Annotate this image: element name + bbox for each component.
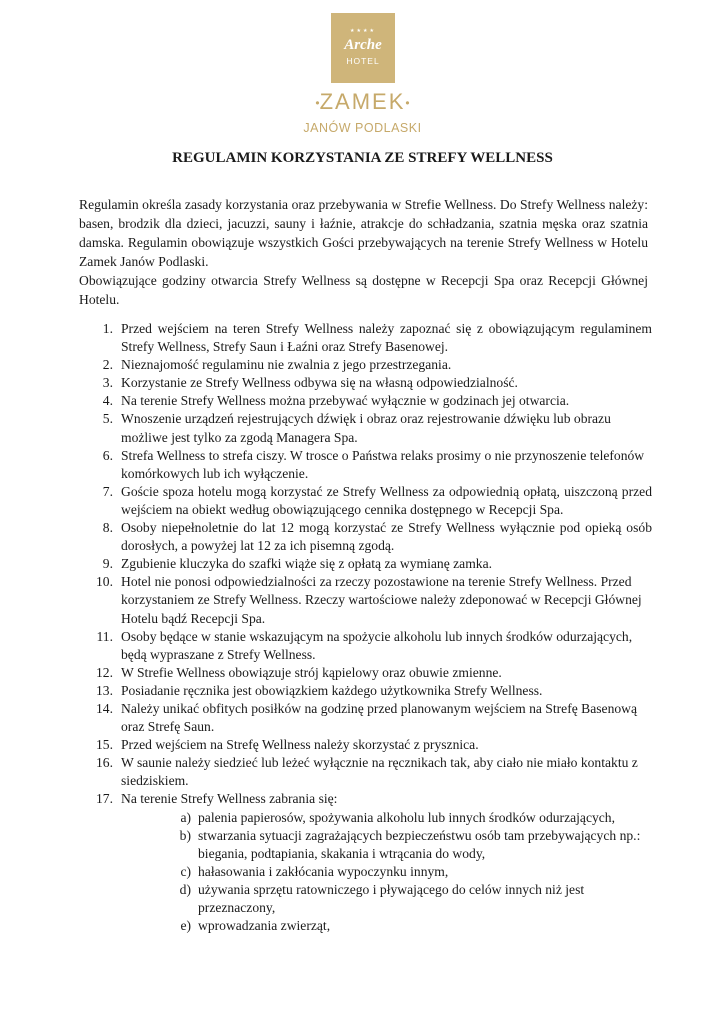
rule-text: Należy unikać obfitych posiłków na godzinę przed planowanym wejściem na Strefę Basenową oraz Strefę Saun. xyxy=(121,700,638,735)
prohibitions-list xyxy=(121,809,652,936)
rule-item: 9. Zgubienie kluczyka do szafki wiąże się z opłatą za wymianę zamka. xyxy=(79,555,652,573)
rule-text: Posiadanie ręcznika jest obowiązkiem każdego użytkownika Strefy Wellness. xyxy=(121,682,543,698)
rule-text: Zgubienie kluczyka do szafki wiąże się z opłatą za wymianę zamka. xyxy=(121,556,493,572)
rule-text: W Strefie Wellness obowiązuje strój kąpielowy oraz obuwie zmienne. xyxy=(121,664,502,680)
prohibition-text: palenia papierosów, spożywania alkoholu lub innych środków odurzających, xyxy=(198,809,616,825)
hotel-location: JANÓW PODLASKI xyxy=(303,121,422,135)
prohibition-text: wprowadzania zwierząt, xyxy=(198,918,331,934)
rule-item: 8. Osoby niepełnoletnie do lat 12 mogą korzystać ze Strefy Wellness wyłącznie pod opieką osób dorosłych, a powyżej lat 12 za ich pisemną zgodą. xyxy=(79,519,652,555)
rule-text: Na terenie Strefy Wellness można przebywać wyłącznie w godzinach jej otwarcia. xyxy=(121,393,570,409)
logo-brand: Arche xyxy=(344,37,382,53)
rule-text: Na terenie Strefy Wellness zabrania się: xyxy=(121,791,338,807)
rule-item: 11. Osoby będące w stanie wskazującym na spożycie alkoholu lub innych środków odurzających, będą wypraszane z Strefy Wellness. xyxy=(79,628,652,664)
rule-item: 12. W Strefie Wellness obowiązuje strój kąpielowy oraz obuwie zmienne. xyxy=(79,664,652,682)
rule-item: 6. Strefa Wellness to strefa ciszy. W trosce o Państwa relaks prosimy o nie przynoszenie telefonów komórkowych lub ich wyłączenie. xyxy=(79,447,652,483)
hotel-logo xyxy=(331,13,395,83)
hotel-name: •ZAMEK• xyxy=(315,89,410,114)
rule-text: Hotel nie ponosi odpowiedzialności za rzeczy pozostawione na terenie Strefy Wellness. Przed korzystaniem ze Strefy Wellness. Rzeczy wartościowe należy zdeponować w Recepcji Głównej Hotelu bądź Recepcji Spa. xyxy=(121,574,642,626)
rule-item: 13. Posiadanie ręcznika jest obowiązkiem każdego użytkownika Strefy Wellness. xyxy=(79,682,652,700)
prohibition-text: używania sprzętu ratowniczego i pływającego do celów innych niż jest przeznaczony, xyxy=(198,881,585,915)
rules-list xyxy=(79,320,652,935)
document-title: REGULAMIN KORZYSTANIA ZE STREFY WELLNESS xyxy=(172,150,553,166)
intro-section xyxy=(79,195,648,310)
prohibition-text: stwarzania sytuacji zagrażających bezpieczeństwu osób tam przebywających np.: biegania, podtapiania, skakania i wtrącania do wody, xyxy=(198,827,641,861)
rule-text: Przed wejściem na Strefę Wellness należy skorzystać z prysznica. xyxy=(121,737,479,753)
rule-item: 5. Wnoszenie urządzeń rejestrujących dźwięk i obraz oraz rejestrowanie dźwięku lub obrazu możliwe jest tylko za zgodą Managera Spa. xyxy=(79,410,652,446)
rule-text: Przed wejściem na teren Strefy Wellness należy zapoznać się z obowiązującym regulaminem Strefy Wellness, Strefy Saun i Łaźni oraz Strefy Basenowej. xyxy=(121,321,652,355)
rule-item: 3. Korzystanie ze Strefy Wellness odbywa się na własną odpowiedzialność. xyxy=(79,374,652,392)
rule-item: 4. Na terenie Strefy Wellness można przebywać wyłącznie w godzinach jej otwarcia. xyxy=(79,392,652,410)
rule-text: Wnoszenie urządzeń rejestrujących dźwięk i obraz oraz rejestrowanie dźwięku lub obrazu możliwe jest tylko za zgodą Managera Spa. xyxy=(121,411,611,445)
rule-text: Korzystanie ze Strefy Wellness odbywa się na własną odpowiedzialność. xyxy=(121,375,518,391)
intro-paragraph: Regulamin określa zasady korzystania oraz przebywania w Strefie Wellness. Do Strefy Wellness należy: basen, brodzik dla dzieci, jacuzzi, sauny i łaźnie, atrakcje do schładzania, szatnia męska oraz szatnia damska. Regulamin obowiązuje wszystkich Gości przebywających na terenie Strefy Wellness w Hotelu Zamek Janów Podlaski. xyxy=(79,197,648,270)
prohibition-item: a) palenia papierosów, spożywania alkoholu lub innych środków odurzających, xyxy=(180,809,616,825)
hotel-name-text: ZAMEK xyxy=(319,89,406,114)
rule-item: 17. Na terenie Strefy Wellness zabrania się: a) palenia papierosów, spożywania alkoholu lub innych środków odurzających, b) stwarzania sytuacji zagrażających bezpieczeństwu osób tam przebywających np.: biegania, podtapiania, skakania i wtrącania do wody, c) hałasowania i zakłócania wypoczynku innym, d) używania sprzętu ratowniczego i pływającego do celów innych niż jest przeznaczony, e) wprowadzania zwierząt, xyxy=(79,790,652,935)
opening-hours-paragraph: Obowiązujące godziny otwarcia Strefy Wellness są dostępne w Recepcji Spa oraz Recepcji Głównej Hotelu. xyxy=(79,273,648,308)
rule-item: 2. Nieznajomość regulaminu nie zwalnia z jego przestrzegania. xyxy=(79,356,652,374)
rule-text: Osoby niepełnoletnie do lat 12 mogą korzystać ze Strefy Wellness wyłącznie pod opieką osób dorosłych, a powyżej lat 12 za ich pisemną zgodą. xyxy=(121,520,652,554)
rule-text: Goście spoza hotelu mogą korzystać ze Strefy Wellness za odpowiednią opłatą, uiszczoną przed wejściem na obiekt według obowiązującego cennika dostępnego w Recepcji Spa. xyxy=(121,483,652,517)
prohibition-item: c) hałasowania i zakłócania wypoczynku innym, xyxy=(180,863,449,879)
prohibition-item: e) wprowadzania zwierząt, xyxy=(180,918,331,934)
rule-text: Strefa Wellness to strefa ciszy. W trosce o Państwa relaks prosimy o nie przynoszenie telefonów komórkowych lub ich wyłączenie. xyxy=(121,447,645,481)
logo-stars: ★★★★ xyxy=(350,28,376,34)
rule-item: 7. Goście spoza hotelu mogą korzystać ze Strefy Wellness za odpowiednią opłatą, uiszczoną przed wejściem na obiekt według obowiązującego cennika dostępnego w Recepcji Spa. xyxy=(79,483,652,519)
prohibition-item: b) stwarzania sytuacji zagrażających bezpieczeństwu osób tam przebywających np.: biegania, podtapiania, skakania i wtrącania do wody, xyxy=(179,827,641,861)
rule-text: W saunie należy siedzieć lub leżeć wyłącznie na ręcznikach tak, aby ciało nie miało kontaktu z siedziskiem. xyxy=(121,755,638,789)
rule-item: 1. Przed wejściem na teren Strefy Wellness należy zapoznać się z obowiązującym regulaminem Strefy Wellness, Strefy Saun i Łaźni oraz Strefy Basenowej. xyxy=(79,320,652,356)
prohibition-item: d) używania sprzętu ratowniczego i pływającego do celów innych niż jest przeznaczony, xyxy=(179,881,585,915)
rule-item: 14. Należy unikać obfitych posiłków na godzinę przed planowanym wejściem na Strefę Basenową oraz Strefę Saun. xyxy=(79,700,652,736)
rule-text: Osoby będące w stanie wskazującym na spożycie alkoholu lub innych środków odurzających, będą wypraszane z Strefy Wellness. xyxy=(121,628,633,662)
rule-item: 10. Hotel nie ponosi odpowiedzialności za rzeczy pozostawione na terenie Strefy Wellness. Przed korzystaniem ze Strefy Wellness. Rzeczy wartościowe należy zdeponować w Recepcji Głównej Hotelu bądź Recepcji Spa. xyxy=(79,573,652,627)
prohibition-text: hałasowania i zakłócania wypoczynku innym, xyxy=(198,863,449,879)
rule-text: Nieznajomość regulaminu nie zwalnia z jego przestrzegania. xyxy=(121,357,452,373)
rule-item: 15. Przed wejściem na Strefę Wellness należy skorzystać z prysznica. xyxy=(79,736,652,754)
logo-hotel-label: HOTEL xyxy=(346,56,380,66)
rule-item: 16. W saunie należy siedzieć lub leżeć wyłącznie na ręcznikach tak, aby ciało nie miało kontaktu z siedziskiem. xyxy=(79,754,652,790)
